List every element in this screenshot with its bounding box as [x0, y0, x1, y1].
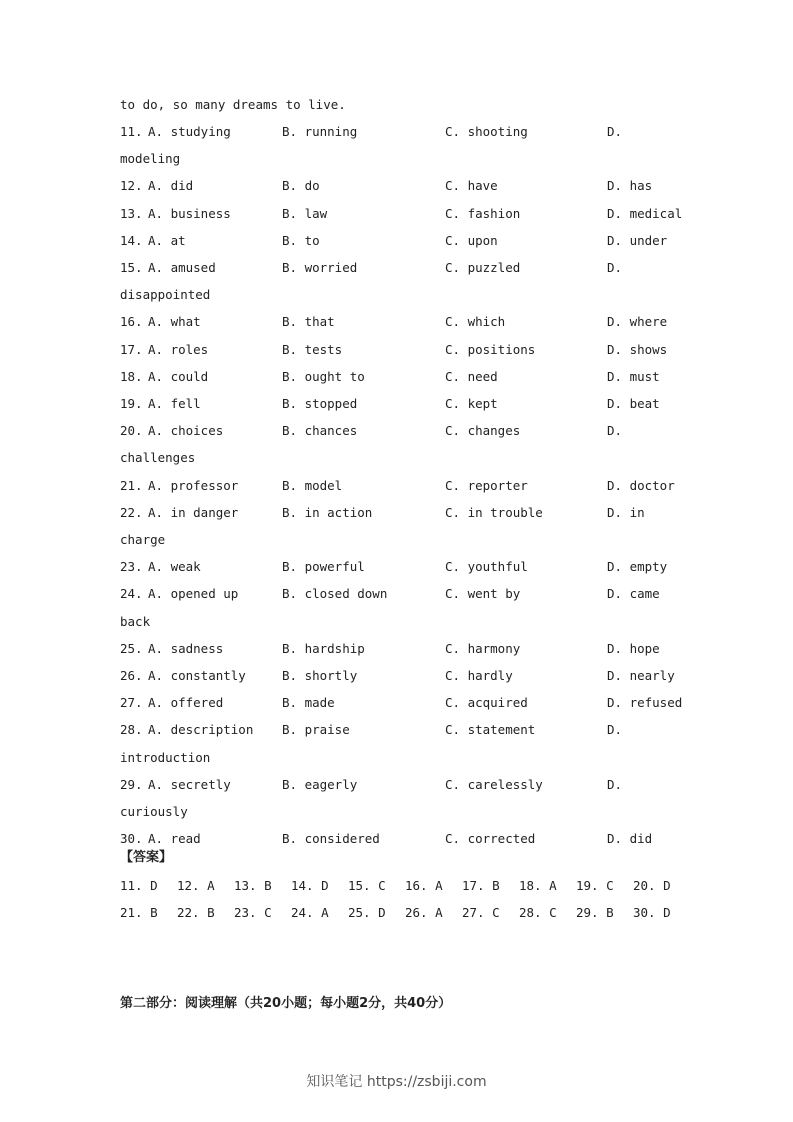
answer-item: 26. A	[405, 905, 443, 921]
answer-item: 22. B	[177, 905, 215, 921]
answer-heading: 【答案】	[120, 850, 173, 866]
option-b: B. made	[282, 695, 335, 711]
option-c: C. statement	[445, 722, 536, 738]
option-b: B. do	[282, 178, 320, 194]
option-c: C. harmony	[445, 640, 521, 656]
answer-item: 12. A	[177, 878, 215, 894]
question-number: 18.	[120, 368, 143, 384]
option-d: D. must	[607, 368, 660, 384]
answer-item: 21. B	[120, 905, 158, 921]
answer-item: 27. C	[462, 905, 500, 921]
question-row	[120, 505, 680, 521]
question-row	[120, 777, 680, 793]
option-d: D. doctor	[607, 477, 675, 493]
option-b: B. that	[282, 314, 335, 330]
option-d: D. shows	[607, 341, 668, 357]
question-row	[120, 641, 680, 657]
question-row	[120, 260, 680, 276]
option-a: A. could	[148, 368, 209, 384]
answer-list	[120, 872, 675, 926]
option-c: C. positions	[445, 341, 536, 357]
question-row	[120, 342, 680, 358]
option-d: D.	[607, 722, 623, 738]
question-row	[120, 369, 680, 385]
option-wrap-text: disappointed	[120, 287, 211, 303]
option-a: A. did	[148, 178, 194, 194]
question-number: 16.	[120, 314, 143, 330]
answer-item: 16. A	[405, 878, 443, 894]
option-a: A. amused	[148, 260, 216, 275]
question-number: 22.	[120, 504, 143, 520]
option-d: D.	[607, 124, 623, 139]
option-a: A. opened up	[148, 586, 239, 602]
answer-item: 18. A	[519, 878, 557, 894]
question-number: 17.	[120, 341, 143, 357]
option-b: B. powerful	[282, 559, 365, 575]
option-d: D. medical	[607, 205, 683, 221]
question-row	[120, 314, 680, 330]
answer-item: 19. C	[576, 878, 614, 894]
option-d: D. did	[607, 831, 653, 847]
option-d: D.	[607, 423, 623, 439]
option-c: C. changes	[445, 423, 521, 439]
option-c: C. in trouble	[445, 504, 543, 520]
question-row	[120, 396, 680, 412]
question-row	[120, 586, 680, 602]
question-number: 20.	[120, 423, 143, 439]
option-b: B. praise	[282, 722, 350, 738]
option-a: A. in danger	[148, 504, 239, 520]
option-a: A. studying	[148, 124, 231, 139]
intro-line: to do, so many dreams to live.	[120, 97, 346, 112]
option-c: C. corrected	[445, 831, 536, 847]
option-c: C. shooting	[445, 124, 528, 139]
option-b: B. closed down	[282, 586, 388, 602]
answer-item: 20. D	[633, 878, 671, 894]
option-a: A. constantly	[148, 668, 246, 683]
answer-item: 13. B	[234, 878, 272, 894]
question-number: 29.	[120, 776, 143, 792]
question-number: 13.	[120, 205, 143, 221]
option-d: D.	[607, 776, 623, 792]
option-a: A. professor	[148, 477, 239, 493]
question-row	[120, 695, 683, 711]
question-number: 25.	[120, 640, 143, 656]
option-d: D. in	[607, 504, 645, 520]
option-b: B. tests	[282, 341, 343, 357]
option-b: B. considered	[282, 831, 380, 847]
option-a: A. at	[148, 232, 186, 248]
answer-item: 29. B	[576, 905, 614, 921]
option-b: B. chances	[282, 423, 358, 439]
option-wrap-text: back	[120, 613, 151, 629]
answer-item: 28. C	[519, 905, 557, 921]
question-row	[120, 559, 680, 575]
option-c: C. went by	[445, 586, 521, 602]
option-wrap-text: modeling	[120, 151, 181, 167]
option-b: B. hardship	[282, 640, 365, 656]
answer-item: 24. A	[291, 905, 329, 921]
answer-item: 11. D	[120, 878, 158, 894]
question-number: 19.	[120, 396, 143, 411]
question-row	[120, 722, 680, 738]
option-a: A. fell	[148, 396, 201, 411]
option-d: D. under	[607, 232, 668, 248]
option-b: B. model	[282, 477, 343, 493]
option-d: D. has	[607, 178, 653, 194]
question-row	[120, 478, 680, 494]
option-d: D. where	[607, 314, 668, 330]
option-a: A. offered	[148, 695, 224, 711]
option-b: B. stopped	[282, 396, 358, 411]
question-number: 26.	[120, 668, 143, 683]
option-c: C. kept	[445, 396, 498, 411]
question-row	[120, 831, 680, 847]
option-a: A. sadness	[148, 640, 224, 656]
option-d: D. nearly	[607, 668, 675, 683]
option-b: B. worried	[282, 260, 358, 275]
option-b: B. running	[282, 124, 358, 139]
option-c: C. need	[445, 368, 498, 384]
option-d: D. beat	[607, 396, 660, 411]
question-number: 12.	[120, 178, 143, 194]
option-c: C. upon	[445, 232, 498, 248]
option-wrap-text: challenges	[120, 450, 196, 466]
option-a: A. secretly	[148, 776, 231, 792]
option-d: D. empty	[607, 559, 668, 575]
question-number: 11.	[120, 124, 143, 139]
question-number: 21.	[120, 477, 143, 493]
question-number: 27.	[120, 695, 143, 711]
option-a: A. roles	[148, 341, 209, 357]
option-b: B. in action	[282, 504, 373, 520]
question-row	[120, 233, 680, 249]
option-c: C. youthful	[445, 559, 528, 575]
question-number: 24.	[120, 586, 143, 602]
question-number: 30.	[120, 831, 143, 847]
question-number: 14.	[120, 232, 143, 248]
option-a: A. read	[148, 831, 201, 847]
answer-item: 25. D	[348, 905, 386, 921]
question-row	[120, 668, 680, 684]
option-d: D.	[607, 260, 623, 275]
option-c: C. have	[445, 178, 498, 194]
option-d: D. came	[607, 586, 660, 602]
footer-watermark: 知识笔记 https://zsbiji.com	[306, 1074, 487, 1090]
option-c: C. fashion	[445, 205, 521, 221]
option-c: C. acquired	[445, 695, 528, 711]
option-c: C. reporter	[445, 477, 528, 493]
option-wrap-text: curiously	[120, 804, 188, 819]
option-d: D. hope	[607, 640, 660, 656]
option-c: C. which	[445, 314, 506, 330]
option-b: B. to	[282, 232, 320, 248]
answer-item: 14. D	[291, 878, 329, 894]
option-c: C. puzzled	[445, 260, 521, 275]
answer-item: 23. C	[234, 905, 272, 921]
option-a: A. choices	[148, 423, 224, 439]
option-b: B. law	[282, 205, 328, 221]
question-row	[120, 205, 683, 222]
option-a: A. description	[148, 722, 254, 738]
option-a: A. what	[148, 314, 201, 330]
option-b: B. eagerly	[282, 776, 358, 792]
option-c: C. carelessly	[445, 776, 543, 792]
answer-item: 15. C	[348, 878, 386, 894]
option-b: B. shortly	[282, 668, 358, 683]
answer-item: 30. D	[633, 905, 671, 921]
question-number: 28.	[120, 722, 143, 738]
option-wrap-text: charge	[120, 532, 166, 547]
answer-item: 17. B	[462, 878, 500, 894]
question-row	[120, 423, 680, 439]
question-row	[120, 124, 680, 140]
section-title: 第二部分：阅读理解（共20小题；每小题2分，共40分）	[120, 996, 452, 1011]
question-row	[120, 178, 680, 194]
option-d: D. refused	[607, 695, 683, 711]
option-a: A. business	[148, 205, 231, 221]
option-b: B. ought to	[282, 368, 365, 384]
option-wrap-text: introduction	[120, 749, 211, 765]
question-number: 15.	[120, 260, 143, 275]
option-a: A. weak	[148, 559, 201, 575]
option-c: C. hardly	[445, 668, 513, 683]
question-number: 23.	[120, 559, 143, 575]
